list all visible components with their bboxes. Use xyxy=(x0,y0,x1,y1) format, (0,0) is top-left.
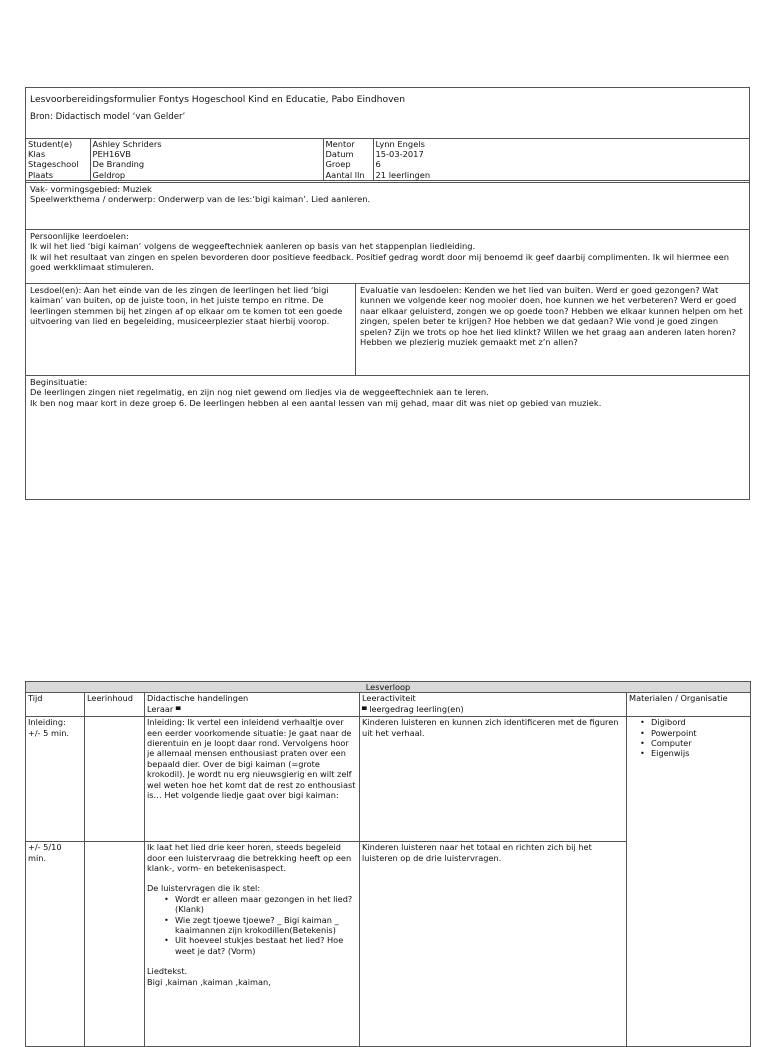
datum-value: 15-03-2017 xyxy=(375,149,424,160)
materiaal-item: • Digibord xyxy=(651,717,748,727)
beginsituatie-2: Ik ben nog maar kort in deze groep 6. De leerlingen hebben al een aantal lessen van mij gehad, maar dit was niet op gebied van muziek. xyxy=(30,397,602,408)
luistervragen-list xyxy=(147,894,357,956)
vak-section xyxy=(26,183,749,230)
info-section xyxy=(26,139,749,183)
luistervraag: • Uit hoeveel stukjes bestaat het lied? Hoe weet je dat? (Vorm) xyxy=(175,935,357,956)
row2-leeractiviteit: Kinderen luisteren naar het totaal en richten zich bij het luisteren op de drie luistervragen. xyxy=(360,842,627,1047)
liedtekst-line: Bigi ,kaiman ,kaiman ,kaiman, xyxy=(147,976,271,987)
labels-right: Mentor Datum Groep Aantal lln xyxy=(323,139,373,181)
materiaal-item: • Eigenwijs xyxy=(651,748,748,758)
values-left xyxy=(90,139,323,181)
labels-left: Student(e) Klas Stageschool Plaats xyxy=(26,139,90,181)
leerdoelen-heading: Persoonlijke leerdoelen: xyxy=(30,231,129,241)
luistervraag: • Wie zegt tjoewe tjoewe? _ Bigi kaiman _ kaaimannen zijn krokodillen(Betekenis) xyxy=(175,915,357,936)
beginsituatie-section xyxy=(26,376,749,499)
leerdoel-1: Ik wil het lied ‘bigi kaiman’ volgens de weggeeftechniek aanleren op basis van het stappenplan liedleiding. xyxy=(30,241,476,252)
vak-line: Vak- vormingsgebied: Muziek xyxy=(30,184,152,194)
materiaal-item: • Computer xyxy=(651,738,748,748)
form-source: Bron: Didactisch model ‘van Gelder’ xyxy=(30,112,186,123)
mentor-value: Lynn Engels xyxy=(375,139,425,149)
beginsituatie-1: De leerlingen zingen niet regelmatig, en zijn nog niet gewend om liedjes via de weggeeftechniek aan te leren. xyxy=(30,387,489,398)
materiaal-item: • Powerpoint xyxy=(651,728,748,738)
liedtekst-heading: Liedtekst. xyxy=(147,966,188,977)
evaluatie-cell: Evaluatie van lesdoelen: Kenden we het lied van buiten. Werd er goed gezongen? Wat kunnen we volgende keer nog mooier doen, hoe kunnen we het verbeteren? Werd er goed naar elkaar geluisterd, zongen we op goede toon? Hebben we elkaar kunnen helpen om het zingen, spelen beter te krijgen? Hoe hebben we dat gedaan? Wie vond je goed zingen spelen? Zijn we trots op hoe het lied klinkt? Willen we het graag aan anderen laten horen? Hebben we plezierig muziek gemaakt met z’n allen? xyxy=(360,285,743,348)
teacher-icon: ▀ xyxy=(175,706,181,714)
aantal-value: 21 leerlingen xyxy=(375,169,431,180)
row2-didactisch: Ik laat het lied drie keer horen, steeds begeleid door een luistervraag die betrekking heeft op een klank-, vorm- en betekenisaspect. De luistervragen die ik stel: • Wordt er alleen maar gezongen in het lied? (Klank) • Wie zegt tjoewe tjoewe? _ Bigi kaiman _ kaaimannen zijn krokodillen(Betekenis) • Uit hoeveel stukjes bestaat het lied? Hoe weet je dat? (Vorm) Liedtekst. Bigi ,kaiman ,kaiman ,kaiman, xyxy=(145,842,360,1047)
pupil-icon: ▀ xyxy=(362,706,367,714)
col-didactisch: Didactische handelingen Leraar ▀ xyxy=(145,693,360,717)
leerdoelen-section xyxy=(26,230,749,284)
info-table xyxy=(26,139,749,181)
lesverloop-title: Lesverloop xyxy=(26,682,751,693)
col-tijd: Tijd xyxy=(26,693,85,717)
beginsituatie-heading: Beginsituatie: xyxy=(30,377,88,387)
lesverloop-table xyxy=(25,681,751,1047)
student-value: Ashley Schriders xyxy=(92,139,162,149)
groep-value: 6 xyxy=(375,159,381,170)
luistervraag: • Wordt er alleen maar gezongen in het lied? (Klank) xyxy=(175,894,357,915)
col-leeractiviteit: Leeractiviteit ▀ leergedrag leerling(en) xyxy=(360,693,627,717)
materialen-list xyxy=(629,717,748,759)
form-header xyxy=(26,88,749,139)
row1-leeractiviteit: Kinderen luisteren en kunnen zich identificeren met de figuren uit het verhaal. xyxy=(360,717,627,842)
row1-tijd: Inleiding: +/- 5 min. xyxy=(26,717,85,842)
col-materialen: Materialen / Organisatie xyxy=(627,693,751,717)
row1-didactisch: Inleiding: Ik vertel een inleidend verhaaltje over een eerder voorkomende situatie: Je gaat naar de dierentuin en je loopt daar rond. Vervolgens hoor je allemaal mensen enthousiast praten over een bepaald dier. Over de bigi kaiman (=grote krokodil). Je wordt nu erg nieuwsgierig en wilt zelf wel weten hoe het komt dat de rest zo enthousiast is… Het volgende liedje gaat over bigi kaiman: xyxy=(145,717,360,842)
form-title: Lesvoorbereidingsformulier Fontys Hogeschool Kind en Educatie, Pabo Eindhoven xyxy=(30,94,406,105)
lesson-form xyxy=(25,87,750,500)
lesdoel-section xyxy=(26,284,749,376)
col-leerinhoud: Leerinhoud xyxy=(85,693,145,717)
row2-tijd: +/- 5/10 min. xyxy=(26,842,85,1047)
row2-leerinhoud xyxy=(85,842,145,1047)
thema-line: Speelwerkthema / onderwerp: Onderwerp van de les:‘bigi kaiman’. Lied aanleren. xyxy=(30,194,371,205)
row1-leerinhoud xyxy=(85,717,145,842)
luistervragen-heading: De luistervragen die ik stel: xyxy=(147,883,261,894)
lesdoel-cell: Lesdoel(en): Aan het einde van de les zingen de leerlingen het lied ‘bigi kaiman’ van buiten, op de juiste toon, in het juiste tempo en ritme. De leerlingen stemmen bij het zingen af op elkaar om te komen tot een goede uitvoering van lied en begeleiding, musiceerplezier staat hierbij voorop. xyxy=(26,284,356,375)
leerdoel-2: Ik wil het resultaat van zingen en spelen bevorderen door positieve feedback. Positief gedrag wordt door mij benoemd ik geef daarbij complimenten. Ik wil hiermee een goed werkklimaat stimuleren. xyxy=(30,251,730,273)
stageschool-value: De Branding xyxy=(92,159,145,170)
plaats-value: Geldrop xyxy=(92,169,126,180)
row1-materialen xyxy=(627,717,751,1047)
klas-value: PEH16VB xyxy=(92,149,131,160)
values-right xyxy=(373,139,749,181)
